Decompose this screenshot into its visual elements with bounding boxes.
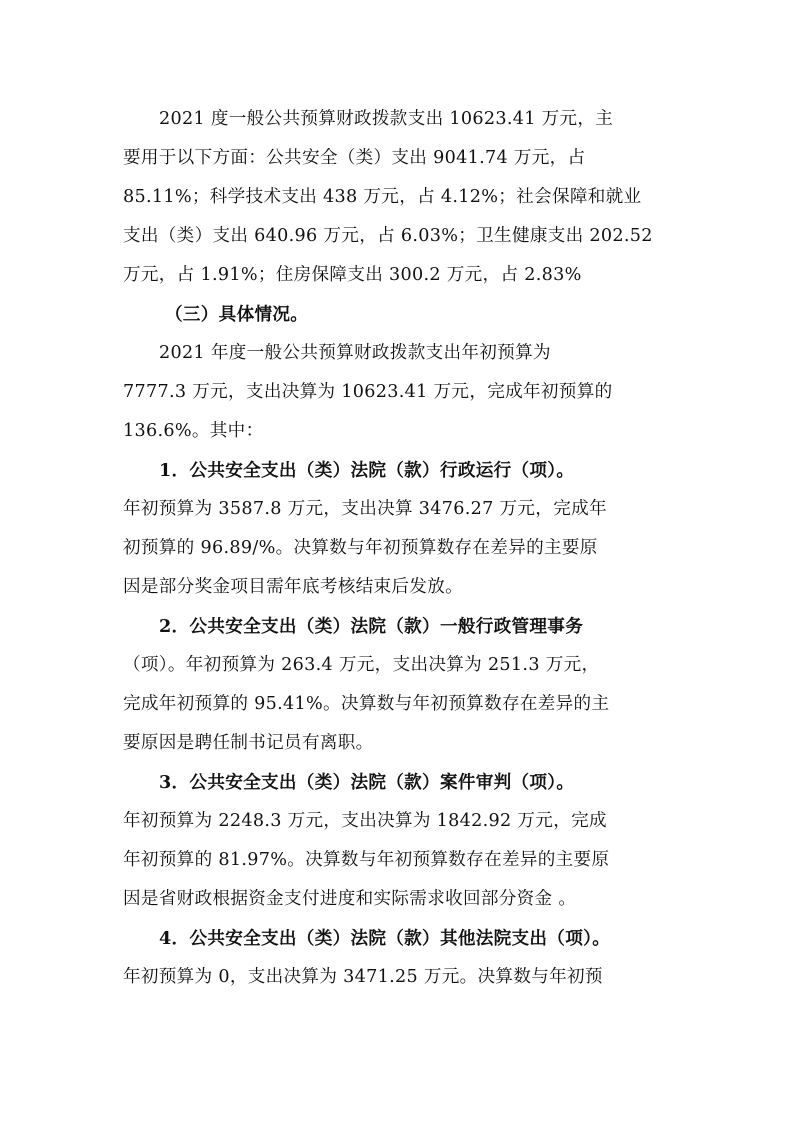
paragraph-line: 2021 度一般公共预算财政拨款支出 10623.41 万元，主	[159, 109, 614, 129]
paragraph-line: 初预算的 96.89/%。决算数与年初预算数存在差异的主要原	[123, 538, 598, 558]
paragraph-line: 要用于以下方面：公共安全（类）支出 9041.74 万元，占	[123, 148, 586, 168]
paragraph-line: 136.6%。其中：	[123, 421, 264, 441]
paragraph-line: 年初预算为 2248.3 万元，支出决算为 1842.92 万元，完成	[123, 811, 607, 831]
paragraph-line: 年初预算的 81.97%。决算数与年初预算数存在差异的主要原	[123, 850, 610, 870]
paragraph-line: 支出（类）支出 640.96 万元，占 6.03%；卫生健康支出 202.52	[123, 226, 653, 246]
item-heading: 1．公共安全支出（类）法院（款）行政运行（项）。	[159, 460, 575, 481]
paragraph-line: 7777.3 万元，支出决算为 10623.41 万元，完成年初预算的	[123, 382, 613, 402]
item-heading: 2．公共安全支出（类）法院（款）一般行政管理事务	[159, 616, 584, 637]
paragraph-line: 完成年初预算的 95.41%。决算数与年初预算数存在差异的主	[123, 694, 610, 714]
paragraph-line: 2021 年度一般公共预算财政拨款支出年初预算为	[159, 343, 551, 363]
paragraph-line: 万元，占 1.91%；住房保障支出 300.2 万元，占 2.83%	[123, 265, 582, 285]
item-heading: 3．公共安全支出（类）法院（款）案件审判（项）。	[159, 772, 575, 793]
paragraph-line: 85.11%；科学技术支出 438 万元，占 4.12%；社会保障和就业	[123, 187, 642, 207]
item-heading: 4．公共安全支出（类）法院（款）其他法院支出（项）。	[159, 928, 611, 949]
paragraph-line: 年初预算为 3587.8 万元，支出决算 3476.27 万元，完成年	[123, 499, 607, 519]
section-heading: （三）具体情况。	[165, 304, 309, 325]
paragraph-line: 年初预算为 0，支出决算为 3471.25 万元。决算数与年初预	[123, 967, 603, 987]
paragraph-line: 因是省财政根据资金支付进度和实际需求收回部分资金 。	[123, 889, 577, 909]
paragraph-line: 要原因是聘任制书记员有离职。	[123, 733, 374, 753]
paragraph-line: （项）。年初预算为 263.4 万元，支出决算为 251.3 万元，	[123, 655, 600, 675]
paragraph-line: 因是部分奖金项目需年底考核结束后发放。	[123, 577, 463, 597]
